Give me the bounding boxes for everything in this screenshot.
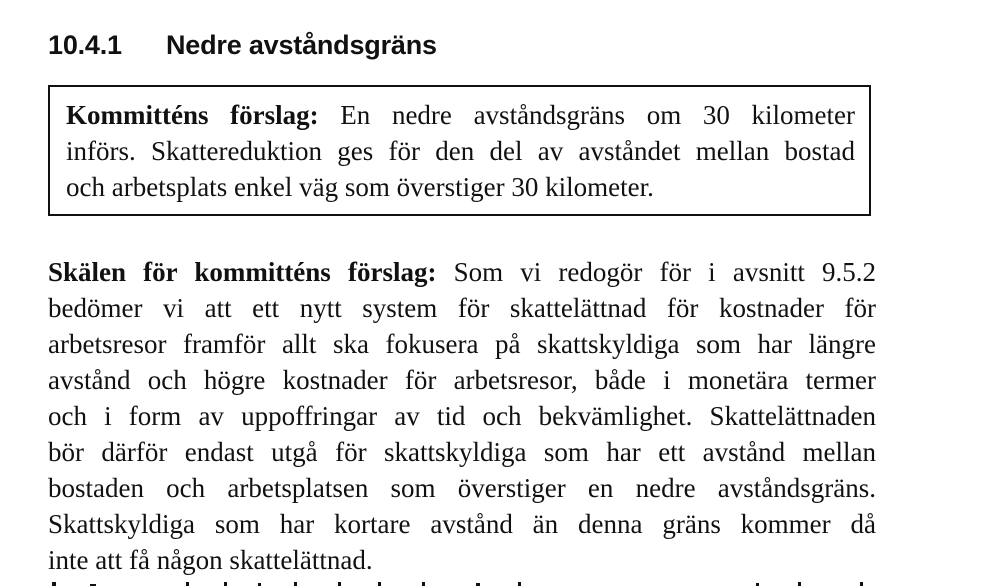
reasons-line-3: arbetsresor framför allt ska fokusera på skattskyldiga som har längre: [48, 329, 876, 359]
glyph-fragment: [338, 582, 341, 586]
proposal-line-1-text: En nedre avståndsgräns om 30 kilometer: [318, 100, 856, 130]
glyph-fragment: [186, 582, 189, 586]
reasons-paragraph: [48, 254, 876, 578]
reasons-line-1: [48, 254, 876, 290]
glyph-fragment: [294, 582, 297, 586]
glyph-fragment: [860, 582, 863, 586]
proposal-line-3: och arbetsplats enkel väg som överstiger 30 kilometer.: [66, 172, 654, 202]
clipped-next-line: [48, 577, 876, 586]
reasons-line-8: Skattskyldiga som har kortare avstånd än denna gräns kommer då: [48, 509, 876, 539]
glyph-fragment: [422, 582, 425, 586]
reasons-line-5: och i form av uppoffringar av tid och bekvämlighet. Skattelättnaden: [48, 401, 876, 431]
reasons-line-2: bedömer vi att ett nytt system för skattelättnad för kostnader för: [48, 293, 876, 323]
glyph-fragment: [224, 582, 227, 586]
clipped-text-fragment: [48, 581, 876, 586]
glyph-fragment: [518, 582, 521, 586]
glyph-fragment: [798, 582, 801, 586]
glyph-fragment: [378, 582, 381, 586]
proposal-line-1: [66, 97, 855, 133]
reasons-line-7: bostaden och arbetsplatsen som överstiger en nedre avståndsgräns.: [48, 473, 876, 503]
section-number: 10.4.1: [48, 30, 122, 60]
reasons-line-9: inte att få någon skattelättnad.: [48, 545, 373, 575]
reasons-line-4: avstånd och högre kostnader för arbetsresor, både i monetära termer: [48, 365, 876, 395]
glyph-fragment: [52, 582, 56, 586]
proposal-box: [48, 85, 871, 216]
section-title: Nedre avståndsgräns: [166, 30, 437, 60]
reasons-line-1-text: Som vi redogör för i avsnitt 9.5.2: [436, 257, 876, 287]
section-heading: [48, 28, 437, 62]
proposal-text: [66, 97, 855, 205]
proposal-lead: Kommitténs förslag:: [66, 100, 319, 130]
reasons-line-6: bör därför endast utgå för skattskyldiga som har ett avstånd mellan: [48, 437, 876, 467]
reasons-lead: Skälen för kommitténs förslag:: [48, 257, 437, 287]
proposal-line-2: införs. Skattereduktion ges för den del av avståndet mellan bostad: [66, 136, 855, 166]
